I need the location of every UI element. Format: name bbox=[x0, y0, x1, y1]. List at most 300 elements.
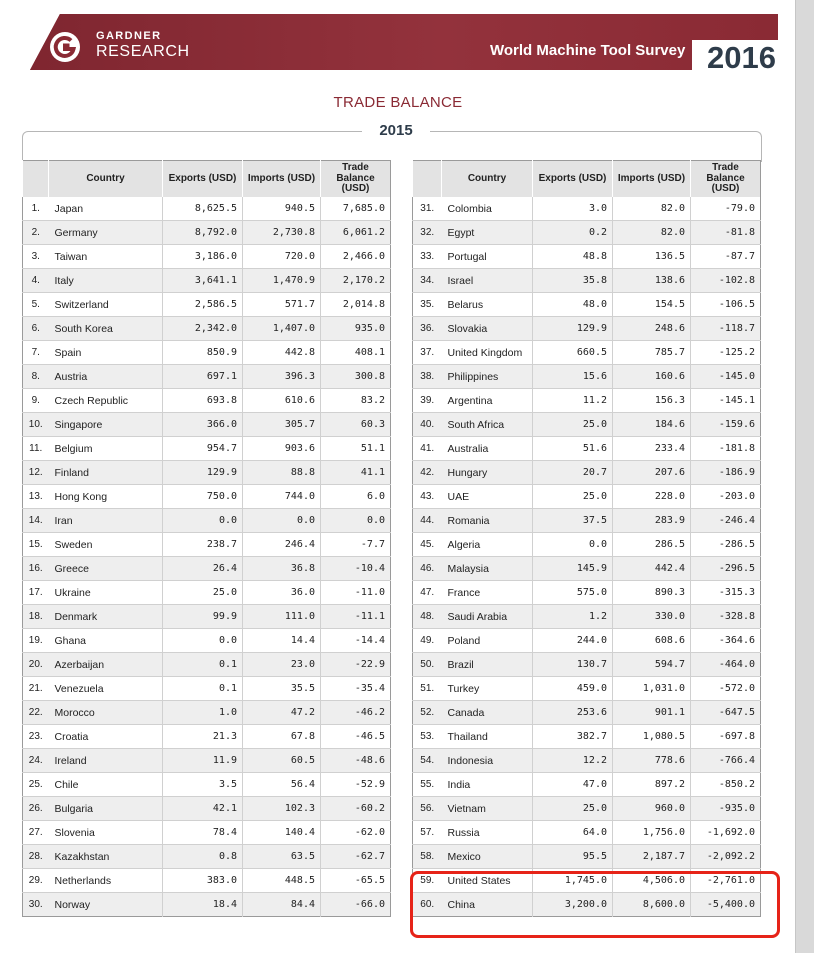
imports-cell: 63.5 bbox=[243, 845, 321, 869]
imports-cell: 82.0 bbox=[613, 221, 691, 245]
country-cell: Ukraine bbox=[49, 581, 163, 605]
balance-cell: -286.5 bbox=[691, 533, 761, 557]
section-year: 2015 bbox=[362, 122, 430, 139]
exports-cell: 0.8 bbox=[163, 845, 243, 869]
rank-cell: 36. bbox=[413, 317, 442, 341]
table-row bbox=[413, 245, 761, 269]
exports-cell: 8,625.5 bbox=[163, 197, 243, 221]
table-row bbox=[23, 845, 391, 869]
rank-cell: 12. bbox=[23, 461, 49, 485]
exports-cell: 95.5 bbox=[533, 845, 613, 869]
imports-cell: 60.5 bbox=[243, 749, 321, 773]
exports-cell: 25.0 bbox=[533, 413, 613, 437]
table-row bbox=[413, 197, 761, 221]
balance-cell: -65.5 bbox=[321, 869, 391, 893]
exports-cell: 1.0 bbox=[163, 701, 243, 725]
rank-cell: 18. bbox=[23, 605, 49, 629]
balance-cell: -186.9 bbox=[691, 461, 761, 485]
exports-cell: 3,641.1 bbox=[163, 269, 243, 293]
rank-cell: 10. bbox=[23, 413, 49, 437]
table-row bbox=[23, 389, 391, 413]
country-cell: Venezuela bbox=[49, 677, 163, 701]
rank-cell: 16. bbox=[23, 557, 49, 581]
imports-cell: 136.5 bbox=[613, 245, 691, 269]
country-cell: Egypt bbox=[442, 221, 533, 245]
balance-cell: -464.0 bbox=[691, 653, 761, 677]
imports-cell: 111.0 bbox=[243, 605, 321, 629]
exports-cell: 954.7 bbox=[163, 437, 243, 461]
table-row bbox=[413, 797, 761, 821]
balance-cell: -328.8 bbox=[691, 605, 761, 629]
rank-cell: 43. bbox=[413, 485, 442, 509]
balance-cell: -11.0 bbox=[321, 581, 391, 605]
table-row bbox=[413, 461, 761, 485]
rank-cell: 15. bbox=[23, 533, 49, 557]
country-cell: China bbox=[442, 893, 533, 917]
country-cell: Czech Republic bbox=[49, 389, 163, 413]
balance-cell: -48.6 bbox=[321, 749, 391, 773]
country-cell: Finland bbox=[49, 461, 163, 485]
country-cell: Iran bbox=[49, 509, 163, 533]
imports-cell: 0.0 bbox=[243, 509, 321, 533]
imports-cell: 286.5 bbox=[613, 533, 691, 557]
imports-cell: 396.3 bbox=[243, 365, 321, 389]
rank-cell: 27. bbox=[23, 821, 49, 845]
imports-cell: 305.7 bbox=[243, 413, 321, 437]
exports-cell: 130.7 bbox=[533, 653, 613, 677]
imports-cell: 14.4 bbox=[243, 629, 321, 653]
balance-cell: -52.9 bbox=[321, 773, 391, 797]
exports-cell: 21.3 bbox=[163, 725, 243, 749]
brand-line-2: RESEARCH bbox=[96, 43, 190, 60]
country-cell: Romania bbox=[442, 509, 533, 533]
imports-cell: 901.1 bbox=[613, 701, 691, 725]
table-row bbox=[413, 629, 761, 653]
balance-cell: -296.5 bbox=[691, 557, 761, 581]
country-cell: UAE bbox=[442, 485, 533, 509]
balance-cell: -7.7 bbox=[321, 533, 391, 557]
rank-cell: 45. bbox=[413, 533, 442, 557]
country-cell: United States bbox=[442, 869, 533, 893]
rank-cell: 29. bbox=[23, 869, 49, 893]
rank-cell: 5. bbox=[23, 293, 49, 317]
imports-cell: 442.4 bbox=[613, 557, 691, 581]
imports-cell: 35.5 bbox=[243, 677, 321, 701]
rank-cell: 17. bbox=[23, 581, 49, 605]
table-row bbox=[23, 557, 391, 581]
exports-cell: 366.0 bbox=[163, 413, 243, 437]
imports-cell: 1,407.0 bbox=[243, 317, 321, 341]
imports-cell: 2,730.8 bbox=[243, 221, 321, 245]
country-cell: Hong Kong bbox=[49, 485, 163, 509]
country-cell: Mexico bbox=[442, 845, 533, 869]
exports-cell: 850.9 bbox=[163, 341, 243, 365]
exports-cell: 750.0 bbox=[163, 485, 243, 509]
country-cell: Israel bbox=[442, 269, 533, 293]
imports-cell: 88.8 bbox=[243, 461, 321, 485]
table-row bbox=[23, 245, 391, 269]
balance-cell: -11.1 bbox=[321, 605, 391, 629]
imports-cell: 184.6 bbox=[613, 413, 691, 437]
country-cell: Saudi Arabia bbox=[442, 605, 533, 629]
balance-cell: 83.2 bbox=[321, 389, 391, 413]
imports-cell: 84.4 bbox=[243, 893, 321, 917]
balance-cell: 935.0 bbox=[321, 317, 391, 341]
exports-cell: 25.0 bbox=[163, 581, 243, 605]
imports-cell: 102.3 bbox=[243, 797, 321, 821]
imports-cell: 960.0 bbox=[613, 797, 691, 821]
balance-cell: -102.8 bbox=[691, 269, 761, 293]
imports-cell: 246.4 bbox=[243, 533, 321, 557]
table-row bbox=[23, 197, 391, 221]
balance-cell: 408.1 bbox=[321, 341, 391, 365]
table-row bbox=[23, 869, 391, 893]
exports-cell: 0.0 bbox=[163, 629, 243, 653]
balance-cell: -246.4 bbox=[691, 509, 761, 533]
gardner-logo-icon bbox=[48, 30, 82, 64]
imports-header: Imports (USD) bbox=[613, 161, 691, 198]
balance-cell: -46.5 bbox=[321, 725, 391, 749]
rank-cell: 26. bbox=[23, 797, 49, 821]
exports-cell: 244.0 bbox=[533, 629, 613, 653]
rank-cell: 3. bbox=[23, 245, 49, 269]
exports-cell: 3,200.0 bbox=[533, 893, 613, 917]
balance-cell: 51.1 bbox=[321, 437, 391, 461]
country-cell: Netherlands bbox=[49, 869, 163, 893]
imports-cell: 571.7 bbox=[243, 293, 321, 317]
balance-cell: -766.4 bbox=[691, 749, 761, 773]
table-row bbox=[413, 725, 761, 749]
rank-cell: 44. bbox=[413, 509, 442, 533]
imports-cell: 228.0 bbox=[613, 485, 691, 509]
balance-cell: -79.0 bbox=[691, 197, 761, 221]
brand-line-1: GARDNER bbox=[96, 30, 162, 42]
country-cell: Slovakia bbox=[442, 317, 533, 341]
rank-cell: 56. bbox=[413, 797, 442, 821]
rank-cell: 2. bbox=[23, 221, 49, 245]
rank-cell: 24. bbox=[23, 749, 49, 773]
table-row bbox=[413, 749, 761, 773]
rank-cell: 8. bbox=[23, 365, 49, 389]
balance-cell: -181.8 bbox=[691, 437, 761, 461]
imports-cell: 1,756.0 bbox=[613, 821, 691, 845]
table-row bbox=[413, 677, 761, 701]
country-cell: Portugal bbox=[442, 245, 533, 269]
balance-cell: -935.0 bbox=[691, 797, 761, 821]
imports-cell: 160.6 bbox=[613, 365, 691, 389]
country-cell: Russia bbox=[442, 821, 533, 845]
table-header-row bbox=[413, 161, 761, 198]
rank-cell: 52. bbox=[413, 701, 442, 725]
country-cell: South Africa bbox=[442, 413, 533, 437]
imports-cell: 720.0 bbox=[243, 245, 321, 269]
country-cell: Algeria bbox=[442, 533, 533, 557]
table-row bbox=[23, 365, 391, 389]
country-cell: Japan bbox=[49, 197, 163, 221]
balance-cell: -647.5 bbox=[691, 701, 761, 725]
country-header: Country bbox=[442, 161, 533, 198]
scrollbar-track[interactable] bbox=[795, 0, 814, 953]
exports-cell: 11.2 bbox=[533, 389, 613, 413]
country-cell: Belarus bbox=[442, 293, 533, 317]
balance-cell: -81.8 bbox=[691, 221, 761, 245]
balance-cell: -697.8 bbox=[691, 725, 761, 749]
imports-cell: 1,031.0 bbox=[613, 677, 691, 701]
balance-cell: -87.7 bbox=[691, 245, 761, 269]
balance-cell: -14.4 bbox=[321, 629, 391, 653]
rank-cell: 58. bbox=[413, 845, 442, 869]
exports-cell: 0.0 bbox=[533, 533, 613, 557]
exports-cell: 129.9 bbox=[533, 317, 613, 341]
country-cell: Poland bbox=[442, 629, 533, 653]
imports-cell: 594.7 bbox=[613, 653, 691, 677]
table-row bbox=[23, 533, 391, 557]
rank-cell: 7. bbox=[23, 341, 49, 365]
rank-cell: 9. bbox=[23, 389, 49, 413]
balance-cell: -2,761.0 bbox=[691, 869, 761, 893]
balance-cell: -850.2 bbox=[691, 773, 761, 797]
exports-cell: 15.6 bbox=[533, 365, 613, 389]
balance-cell: -145.1 bbox=[691, 389, 761, 413]
exports-cell: 0.1 bbox=[163, 653, 243, 677]
rank-cell: 53. bbox=[413, 725, 442, 749]
balance-cell: -62.0 bbox=[321, 821, 391, 845]
country-cell: Vietnam bbox=[442, 797, 533, 821]
rank-cell: 59. bbox=[413, 869, 442, 893]
imports-cell: 610.6 bbox=[243, 389, 321, 413]
balance-cell: -145.0 bbox=[691, 365, 761, 389]
exports-cell: 459.0 bbox=[533, 677, 613, 701]
imports-cell: 890.3 bbox=[613, 581, 691, 605]
country-cell: Greece bbox=[49, 557, 163, 581]
country-cell: Austria bbox=[49, 365, 163, 389]
imports-cell: 67.8 bbox=[243, 725, 321, 749]
rank-cell: 1. bbox=[23, 197, 49, 221]
exports-header: Exports (USD) bbox=[533, 161, 613, 198]
table-row bbox=[413, 485, 761, 509]
table-row bbox=[23, 653, 391, 677]
rank-cell: 33. bbox=[413, 245, 442, 269]
rank-cell: 19. bbox=[23, 629, 49, 653]
table-row bbox=[23, 581, 391, 605]
rank-cell: 57. bbox=[413, 821, 442, 845]
table-row bbox=[413, 773, 761, 797]
table-row bbox=[23, 773, 391, 797]
table-row bbox=[23, 341, 391, 365]
table-row bbox=[413, 389, 761, 413]
table-row bbox=[413, 701, 761, 725]
table-row bbox=[413, 293, 761, 317]
table-row bbox=[23, 413, 391, 437]
table-row bbox=[23, 293, 391, 317]
table-row bbox=[23, 221, 391, 245]
table-row bbox=[413, 581, 761, 605]
exports-cell: 42.1 bbox=[163, 797, 243, 821]
rank-cell: 47. bbox=[413, 581, 442, 605]
balance-cell: 0.0 bbox=[321, 509, 391, 533]
rank-cell: 22. bbox=[23, 701, 49, 725]
exports-cell: 25.0 bbox=[533, 797, 613, 821]
imports-cell: 283.9 bbox=[613, 509, 691, 533]
country-cell: Italy bbox=[49, 269, 163, 293]
country-cell: Ireland bbox=[49, 749, 163, 773]
exports-cell: 1.2 bbox=[533, 605, 613, 629]
balance-cell: -572.0 bbox=[691, 677, 761, 701]
country-cell: Azerbaijan bbox=[49, 653, 163, 677]
exports-cell: 382.7 bbox=[533, 725, 613, 749]
exports-cell: 11.9 bbox=[163, 749, 243, 773]
country-cell: Canada bbox=[442, 701, 533, 725]
imports-cell: 448.5 bbox=[243, 869, 321, 893]
imports-cell: 608.6 bbox=[613, 629, 691, 653]
balance-cell: -22.9 bbox=[321, 653, 391, 677]
table-row bbox=[413, 845, 761, 869]
imports-cell: 8,600.0 bbox=[613, 893, 691, 917]
imports-cell: 4,506.0 bbox=[613, 869, 691, 893]
rank-cell: 6. bbox=[23, 317, 49, 341]
country-cell: Hungary bbox=[442, 461, 533, 485]
year-label: 2016 bbox=[707, 40, 776, 75]
imports-cell: 233.4 bbox=[613, 437, 691, 461]
balance-cell: -35.4 bbox=[321, 677, 391, 701]
balance-cell: -364.6 bbox=[691, 629, 761, 653]
exports-cell: 0.0 bbox=[163, 509, 243, 533]
exports-cell: 25.0 bbox=[533, 485, 613, 509]
country-cell: Switzerland bbox=[49, 293, 163, 317]
table-row bbox=[413, 653, 761, 677]
exports-cell: 383.0 bbox=[163, 869, 243, 893]
table-row bbox=[23, 485, 391, 509]
balance-cell: -10.4 bbox=[321, 557, 391, 581]
exports-cell: 12.2 bbox=[533, 749, 613, 773]
balance-cell: 60.3 bbox=[321, 413, 391, 437]
exports-cell: 3.0 bbox=[533, 197, 613, 221]
rank-cell: 55. bbox=[413, 773, 442, 797]
country-cell: Australia bbox=[442, 437, 533, 461]
country-cell: Bulgaria bbox=[49, 797, 163, 821]
imports-cell: 330.0 bbox=[613, 605, 691, 629]
imports-cell: 156.3 bbox=[613, 389, 691, 413]
survey-title: World Machine Tool Survey bbox=[490, 42, 686, 59]
imports-cell: 940.5 bbox=[243, 197, 321, 221]
country-cell: Kazakhstan bbox=[49, 845, 163, 869]
table-row bbox=[413, 605, 761, 629]
country-cell: Croatia bbox=[49, 725, 163, 749]
exports-cell: 660.5 bbox=[533, 341, 613, 365]
imports-cell: 140.4 bbox=[243, 821, 321, 845]
table-row bbox=[23, 605, 391, 629]
country-cell: Philippines bbox=[442, 365, 533, 389]
rank-cell: 34. bbox=[413, 269, 442, 293]
rank-cell: 23. bbox=[23, 725, 49, 749]
rank-cell: 41. bbox=[413, 437, 442, 461]
imports-cell: 897.2 bbox=[613, 773, 691, 797]
country-cell: Argentina bbox=[442, 389, 533, 413]
exports-cell: 238.7 bbox=[163, 533, 243, 557]
balance-cell: -2,092.2 bbox=[691, 845, 761, 869]
rank-cell: 51. bbox=[413, 677, 442, 701]
trade-table-left bbox=[22, 160, 391, 917]
balance-cell: -125.2 bbox=[691, 341, 761, 365]
balance-cell: -46.2 bbox=[321, 701, 391, 725]
rank-header bbox=[23, 161, 49, 198]
table-row bbox=[23, 269, 391, 293]
rank-cell: 4. bbox=[23, 269, 49, 293]
country-cell: Sweden bbox=[49, 533, 163, 557]
balance-cell: -159.6 bbox=[691, 413, 761, 437]
table-row bbox=[23, 317, 391, 341]
balance-cell: 41.1 bbox=[321, 461, 391, 485]
rank-cell: 42. bbox=[413, 461, 442, 485]
trade-table-right bbox=[412, 160, 761, 917]
rank-cell: 21. bbox=[23, 677, 49, 701]
exports-cell: 1,745.0 bbox=[533, 869, 613, 893]
country-cell: India bbox=[442, 773, 533, 797]
imports-cell: 744.0 bbox=[243, 485, 321, 509]
imports-cell: 82.0 bbox=[613, 197, 691, 221]
country-cell: Malaysia bbox=[442, 557, 533, 581]
table-row bbox=[413, 413, 761, 437]
rank-cell: 20. bbox=[23, 653, 49, 677]
country-cell: Spain bbox=[49, 341, 163, 365]
exports-header: Exports (USD) bbox=[163, 161, 243, 198]
table-row bbox=[23, 821, 391, 845]
balance-cell: -60.2 bbox=[321, 797, 391, 821]
table-row bbox=[413, 437, 761, 461]
rank-cell: 32. bbox=[413, 221, 442, 245]
country-cell: Colombia bbox=[442, 197, 533, 221]
exports-cell: 697.1 bbox=[163, 365, 243, 389]
balance-header: Trade Balance (USD) bbox=[321, 161, 391, 198]
balance-cell: -118.7 bbox=[691, 317, 761, 341]
imports-cell: 1,080.5 bbox=[613, 725, 691, 749]
rank-cell: 46. bbox=[413, 557, 442, 581]
country-cell: Singapore bbox=[49, 413, 163, 437]
rank-cell: 60. bbox=[413, 893, 442, 917]
table-row bbox=[23, 701, 391, 725]
table-row bbox=[23, 677, 391, 701]
exports-cell: 145.9 bbox=[533, 557, 613, 581]
table-row bbox=[413, 821, 761, 845]
imports-cell: 154.5 bbox=[613, 293, 691, 317]
page-title: TRADE BALANCE bbox=[333, 94, 463, 111]
country-cell: Turkey bbox=[442, 677, 533, 701]
table-row bbox=[413, 533, 761, 557]
table-row bbox=[23, 437, 391, 461]
balance-cell: 2,014.8 bbox=[321, 293, 391, 317]
table-header-row bbox=[23, 161, 391, 198]
imports-cell: 778.6 bbox=[613, 749, 691, 773]
country-cell: Germany bbox=[49, 221, 163, 245]
table-row bbox=[413, 317, 761, 341]
table-row bbox=[413, 557, 761, 581]
exports-cell: 0.2 bbox=[533, 221, 613, 245]
rank-cell: 31. bbox=[413, 197, 442, 221]
imports-cell: 36.8 bbox=[243, 557, 321, 581]
table-row bbox=[23, 629, 391, 653]
rank-cell: 39. bbox=[413, 389, 442, 413]
balance-cell: -203.0 bbox=[691, 485, 761, 509]
rank-cell: 37. bbox=[413, 341, 442, 365]
brand-name bbox=[96, 31, 190, 60]
table-row bbox=[23, 509, 391, 533]
imports-cell: 785.7 bbox=[613, 341, 691, 365]
imports-header: Imports (USD) bbox=[243, 161, 321, 198]
country-cell: Norway bbox=[49, 893, 163, 917]
exports-cell: 20.7 bbox=[533, 461, 613, 485]
rank-cell: 13. bbox=[23, 485, 49, 509]
rank-cell: 49. bbox=[413, 629, 442, 653]
